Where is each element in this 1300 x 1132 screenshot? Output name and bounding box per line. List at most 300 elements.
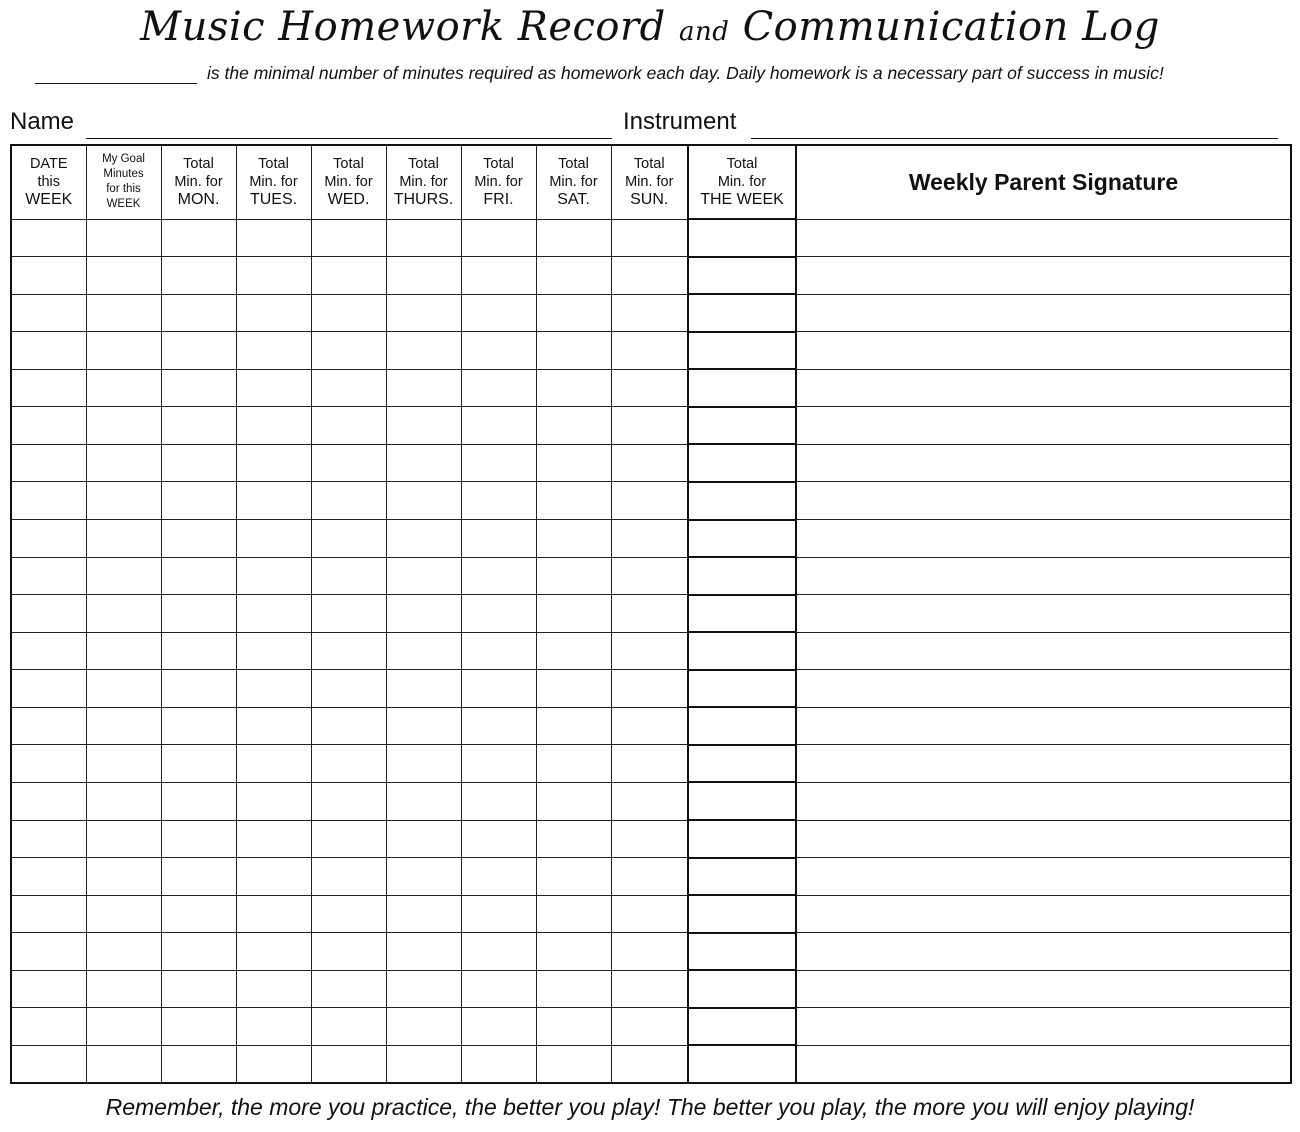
thursday-cell[interactable] (386, 782, 461, 820)
saturday-cell[interactable] (536, 332, 611, 370)
goal-cell[interactable] (86, 595, 161, 633)
table-row (11, 933, 1291, 971)
monday-cell[interactable] (161, 520, 236, 558)
sunday-cell[interactable] (611, 557, 688, 595)
saturday-cell[interactable] (536, 970, 611, 1008)
table-row (11, 895, 1291, 933)
monday-cell[interactable] (161, 294, 236, 332)
minimum-minutes-statement: is the minimal number of minutes required as homework each day. Daily homework is a necessary part of success in music! (207, 63, 1164, 83)
saturday-cell[interactable] (536, 933, 611, 971)
sunday-cell[interactable] (611, 782, 688, 820)
week-total-cell[interactable] (688, 557, 796, 595)
wednesday-cell[interactable] (311, 332, 386, 370)
monday-cell[interactable] (161, 970, 236, 1008)
table-header-row (11, 145, 1291, 219)
thursday-cell[interactable] (386, 745, 461, 783)
header-line: WED. (327, 191, 370, 209)
tuesday-cell[interactable] (236, 257, 311, 295)
friday-cell[interactable] (461, 294, 536, 332)
date-cell[interactable] (11, 557, 86, 595)
thursday-cell[interactable] (386, 595, 461, 633)
parent-signature-cell[interactable] (796, 895, 1291, 933)
tuesday-cell[interactable] (236, 482, 311, 520)
friday-cell[interactable] (461, 782, 536, 820)
tuesday-cell[interactable] (236, 1045, 311, 1083)
friday-cell[interactable] (461, 933, 536, 971)
sunday-cell[interactable] (611, 520, 688, 558)
week-total-cell[interactable] (688, 407, 796, 445)
saturday-cell[interactable] (536, 1008, 611, 1046)
tuesday-cell[interactable] (236, 632, 311, 670)
date-cell[interactable] (11, 632, 86, 670)
tuesday-cell[interactable] (236, 369, 311, 407)
table-row (11, 332, 1291, 370)
sunday-cell[interactable] (611, 933, 688, 971)
parent-signature-cell[interactable] (796, 482, 1291, 520)
header-line: Min. for (399, 174, 448, 191)
wednesday-cell[interactable] (311, 482, 386, 520)
thursday-cell[interactable] (386, 632, 461, 670)
date-cell[interactable] (11, 294, 86, 332)
week-total-cell[interactable] (688, 820, 796, 858)
monday-cell[interactable] (161, 1045, 236, 1083)
saturday-cell[interactable] (536, 294, 611, 332)
parent-signature-cell[interactable] (796, 820, 1291, 858)
tuesday-cell[interactable] (236, 444, 311, 482)
friday-cell[interactable] (461, 219, 536, 257)
monday-cell[interactable] (161, 745, 236, 783)
wednesday-cell[interactable] (311, 858, 386, 896)
page-title (0, 0, 1300, 59)
goal-cell[interactable] (86, 369, 161, 407)
wednesday-cell[interactable] (311, 557, 386, 595)
header-line: Min. for (549, 174, 598, 191)
header-monday (161, 145, 236, 219)
parent-signature-cell[interactable] (796, 1008, 1291, 1046)
week-total-cell[interactable] (688, 858, 796, 896)
wednesday-cell[interactable] (311, 895, 386, 933)
goal-cell[interactable] (86, 820, 161, 858)
sunday-cell[interactable] (611, 632, 688, 670)
thursday-cell[interactable] (386, 482, 461, 520)
monday-cell[interactable] (161, 1008, 236, 1046)
thursday-cell[interactable] (386, 257, 461, 295)
saturday-cell[interactable] (536, 1045, 611, 1083)
wednesday-cell[interactable] (311, 820, 386, 858)
sunday-cell[interactable] (611, 858, 688, 896)
goal-cell[interactable] (86, 858, 161, 896)
friday-cell[interactable] (461, 257, 536, 295)
sunday-cell[interactable] (611, 219, 688, 257)
saturday-cell[interactable] (536, 557, 611, 595)
minimum-minutes-blank[interactable] (35, 65, 197, 84)
wednesday-cell[interactable] (311, 632, 386, 670)
tuesday-cell[interactable] (236, 858, 311, 896)
friday-cell[interactable] (461, 820, 536, 858)
wednesday-cell[interactable] (311, 707, 386, 745)
date-cell[interactable] (11, 595, 86, 633)
date-cell[interactable] (11, 444, 86, 482)
thursday-cell[interactable] (386, 970, 461, 1008)
tuesday-cell[interactable] (236, 595, 311, 633)
monday-cell[interactable] (161, 820, 236, 858)
saturday-cell[interactable] (536, 257, 611, 295)
date-cell[interactable] (11, 520, 86, 558)
week-total-cell[interactable] (688, 707, 796, 745)
wednesday-cell[interactable] (311, 782, 386, 820)
header-line: Min. for (249, 174, 298, 191)
sunday-cell[interactable] (611, 1008, 688, 1046)
student-info-row (10, 108, 1290, 140)
goal-cell[interactable] (86, 895, 161, 933)
header-line: Weekly Parent Signature (908, 169, 1179, 196)
wednesday-cell[interactable] (311, 520, 386, 558)
wednesday-cell[interactable] (311, 219, 386, 257)
friday-cell[interactable] (461, 407, 536, 445)
monday-cell[interactable] (161, 707, 236, 745)
header-line: Min. for (625, 174, 674, 191)
parent-signature-cell[interactable] (796, 219, 1291, 257)
saturday-cell[interactable] (536, 520, 611, 558)
table-row (11, 745, 1291, 783)
table-row (11, 369, 1291, 407)
saturday-cell[interactable] (536, 670, 611, 708)
thursday-cell[interactable] (386, 219, 461, 257)
sunday-cell[interactable] (611, 482, 688, 520)
monday-cell[interactable] (161, 332, 236, 370)
parent-signature-cell[interactable] (796, 670, 1291, 708)
sunday-cell[interactable] (611, 369, 688, 407)
parent-signature-cell[interactable] (796, 444, 1291, 482)
date-cell[interactable] (11, 1008, 86, 1046)
date-cell[interactable] (11, 745, 86, 783)
tuesday-cell[interactable] (236, 1008, 311, 1046)
header-line: WEEK (25, 191, 73, 209)
date-cell[interactable] (11, 707, 86, 745)
date-cell[interactable] (11, 670, 86, 708)
table-row (11, 1008, 1291, 1046)
table-row (11, 858, 1291, 896)
saturday-cell[interactable] (536, 820, 611, 858)
sunday-cell[interactable] (611, 1045, 688, 1083)
week-total-cell[interactable] (688, 1008, 796, 1046)
parent-signature-cell[interactable] (796, 745, 1291, 783)
friday-cell[interactable] (461, 520, 536, 558)
monday-cell[interactable] (161, 933, 236, 971)
tuesday-cell[interactable] (236, 782, 311, 820)
tuesday-cell[interactable] (236, 670, 311, 708)
header-line: SUN. (630, 191, 669, 209)
week-total-cell[interactable] (688, 933, 796, 971)
table-row (11, 970, 1291, 1008)
wednesday-cell[interactable] (311, 257, 386, 295)
parent-signature-cell[interactable] (796, 520, 1291, 558)
thursday-cell[interactable] (386, 294, 461, 332)
footer-reminder: Remember, the more you practice, the better you play! The better you play, the more you will enjoy playing! (105, 1094, 1195, 1120)
parent-signature-cell[interactable] (796, 632, 1291, 670)
date-cell[interactable] (11, 820, 86, 858)
friday-cell[interactable] (461, 332, 536, 370)
saturday-cell[interactable] (536, 444, 611, 482)
friday-cell[interactable] (461, 707, 536, 745)
tuesday-cell[interactable] (236, 219, 311, 257)
monday-cell[interactable] (161, 670, 236, 708)
goal-cell[interactable] (86, 970, 161, 1008)
parent-signature-cell[interactable] (796, 257, 1291, 295)
wednesday-cell[interactable] (311, 1045, 386, 1083)
thursday-cell[interactable] (386, 670, 461, 708)
friday-cell[interactable] (461, 557, 536, 595)
week-total-cell[interactable] (688, 482, 796, 520)
wednesday-cell[interactable] (311, 745, 386, 783)
tuesday-cell[interactable] (236, 332, 311, 370)
saturday-cell[interactable] (536, 707, 611, 745)
friday-cell[interactable] (461, 595, 536, 633)
saturday-cell[interactable] (536, 482, 611, 520)
header-sunday (611, 145, 688, 219)
wednesday-cell[interactable] (311, 369, 386, 407)
table-row (11, 257, 1291, 295)
saturday-cell[interactable] (536, 632, 611, 670)
goal-cell[interactable] (86, 632, 161, 670)
parent-signature-cell[interactable] (796, 1045, 1291, 1083)
monday-cell[interactable] (161, 369, 236, 407)
thursday-cell[interactable] (386, 1008, 461, 1046)
header-line: FRI. (483, 191, 514, 209)
friday-cell[interactable] (461, 1045, 536, 1083)
goal-cell[interactable] (86, 933, 161, 971)
saturday-cell[interactable] (536, 219, 611, 257)
thursday-cell[interactable] (386, 820, 461, 858)
date-cell[interactable] (11, 933, 86, 971)
friday-cell[interactable] (461, 632, 536, 670)
sunday-cell[interactable] (611, 332, 688, 370)
goal-cell[interactable] (86, 782, 161, 820)
parent-signature-cell[interactable] (796, 782, 1291, 820)
header-line: Total (183, 156, 214, 173)
monday-cell[interactable] (161, 407, 236, 445)
thursday-cell[interactable] (386, 858, 461, 896)
sunday-cell[interactable] (611, 670, 688, 708)
thursday-cell[interactable] (386, 407, 461, 445)
monday-cell[interactable] (161, 219, 236, 257)
saturday-cell[interactable] (536, 745, 611, 783)
header-line: DATE (29, 156, 68, 173)
wednesday-cell[interactable] (311, 444, 386, 482)
saturday-cell[interactable] (536, 782, 611, 820)
parent-signature-cell[interactable] (796, 707, 1291, 745)
thursday-cell[interactable] (386, 933, 461, 971)
monday-cell[interactable] (161, 782, 236, 820)
friday-cell[interactable] (461, 970, 536, 1008)
week-total-cell[interactable] (688, 970, 796, 1008)
sunday-cell[interactable] (611, 895, 688, 933)
goal-cell[interactable] (86, 332, 161, 370)
date-cell[interactable] (11, 369, 86, 407)
monday-cell[interactable] (161, 444, 236, 482)
monday-cell[interactable] (161, 557, 236, 595)
saturday-cell[interactable] (536, 895, 611, 933)
monday-cell[interactable] (161, 632, 236, 670)
instrument-field[interactable] (751, 138, 1278, 139)
date-cell[interactable] (11, 482, 86, 520)
saturday-cell[interactable] (536, 407, 611, 445)
goal-cell[interactable] (86, 745, 161, 783)
header-line: this (37, 174, 61, 191)
goal-cell[interactable] (86, 294, 161, 332)
sunday-cell[interactable] (611, 444, 688, 482)
header-line: Total (408, 156, 439, 173)
date-cell[interactable] (11, 407, 86, 445)
wednesday-cell[interactable] (311, 407, 386, 445)
wednesday-cell[interactable] (311, 933, 386, 971)
header-line: THURS. (393, 191, 454, 209)
goal-cell[interactable] (86, 1045, 161, 1083)
parent-signature-cell[interactable] (796, 933, 1291, 971)
wednesday-cell[interactable] (311, 970, 386, 1008)
thursday-cell[interactable] (386, 520, 461, 558)
saturday-cell[interactable] (536, 858, 611, 896)
goal-cell[interactable] (86, 707, 161, 745)
sunday-cell[interactable] (611, 595, 688, 633)
header-line: Total (333, 156, 364, 173)
week-total-cell[interactable] (688, 257, 796, 295)
goal-cell[interactable] (86, 557, 161, 595)
tuesday-cell[interactable] (236, 707, 311, 745)
name-field[interactable] (86, 138, 612, 139)
header-line: Total (483, 156, 514, 173)
goal-cell[interactable] (86, 670, 161, 708)
goal-cell[interactable] (86, 257, 161, 295)
thursday-cell[interactable] (386, 895, 461, 933)
wednesday-cell[interactable] (311, 595, 386, 633)
friday-cell[interactable] (461, 745, 536, 783)
wednesday-cell[interactable] (311, 1008, 386, 1046)
date-cell[interactable] (11, 1045, 86, 1083)
thursday-cell[interactable] (386, 557, 461, 595)
sunday-cell[interactable] (611, 970, 688, 1008)
parent-signature-cell[interactable] (796, 294, 1291, 332)
friday-cell[interactable] (461, 895, 536, 933)
table-row (11, 219, 1291, 257)
goal-cell[interactable] (86, 520, 161, 558)
sunday-cell[interactable] (611, 745, 688, 783)
monday-cell[interactable] (161, 482, 236, 520)
week-total-cell[interactable] (688, 1045, 796, 1083)
homework-log-table (10, 144, 1292, 1084)
week-total-cell[interactable] (688, 782, 796, 820)
header-line: WEEK (106, 198, 141, 211)
table-row (11, 595, 1291, 633)
week-total-cell[interactable] (688, 520, 796, 558)
date-cell[interactable] (11, 858, 86, 896)
date-cell[interactable] (11, 782, 86, 820)
date-cell[interactable] (11, 332, 86, 370)
week-total-cell[interactable] (688, 332, 796, 370)
parent-signature-cell[interactable] (796, 557, 1291, 595)
monday-cell[interactable] (161, 257, 236, 295)
header-line: Total (726, 156, 758, 172)
week-total-cell[interactable] (688, 632, 796, 670)
parent-signature-cell[interactable] (796, 858, 1291, 896)
date-cell[interactable] (11, 895, 86, 933)
goal-cell[interactable] (86, 482, 161, 520)
week-total-cell[interactable] (688, 670, 796, 708)
friday-cell[interactable] (461, 444, 536, 482)
parent-signature-cell[interactable] (796, 407, 1291, 445)
week-total-cell[interactable] (688, 595, 796, 633)
friday-cell[interactable] (461, 1008, 536, 1046)
sunday-cell[interactable] (611, 820, 688, 858)
parent-signature-cell[interactable] (796, 970, 1291, 1008)
week-total-cell[interactable] (688, 294, 796, 332)
sunday-cell[interactable] (611, 407, 688, 445)
tuesday-cell[interactable] (236, 745, 311, 783)
friday-cell[interactable] (461, 858, 536, 896)
week-total-cell[interactable] (688, 219, 796, 257)
tuesday-cell[interactable] (236, 895, 311, 933)
friday-cell[interactable] (461, 369, 536, 407)
monday-cell[interactable] (161, 895, 236, 933)
sunday-cell[interactable] (611, 707, 688, 745)
thursday-cell[interactable] (386, 444, 461, 482)
tuesday-cell[interactable] (236, 557, 311, 595)
table-row (11, 707, 1291, 745)
monday-cell[interactable] (161, 595, 236, 633)
date-cell[interactable] (11, 970, 86, 1008)
thursday-cell[interactable] (386, 332, 461, 370)
thursday-cell[interactable] (386, 707, 461, 745)
header-line: Minutes (103, 168, 144, 181)
saturday-cell[interactable] (536, 595, 611, 633)
goal-cell[interactable] (86, 407, 161, 445)
name-label: Name (10, 108, 75, 135)
thursday-cell[interactable] (386, 369, 461, 407)
parent-signature-cell[interactable] (796, 369, 1291, 407)
date-cell[interactable] (11, 257, 86, 295)
monday-cell[interactable] (161, 858, 236, 896)
wednesday-cell[interactable] (311, 670, 386, 708)
parent-signature-cell[interactable] (796, 595, 1291, 633)
saturday-cell[interactable] (536, 369, 611, 407)
week-total-cell[interactable] (688, 895, 796, 933)
header-saturday (536, 145, 611, 219)
goal-cell[interactable] (86, 1008, 161, 1046)
tuesday-cell[interactable] (236, 820, 311, 858)
parent-signature-cell[interactable] (796, 332, 1291, 370)
header-line: for this (106, 183, 141, 196)
wednesday-cell[interactable] (311, 294, 386, 332)
tuesday-cell[interactable] (236, 294, 311, 332)
sunday-cell[interactable] (611, 257, 688, 295)
friday-cell[interactable] (461, 482, 536, 520)
week-total-cell[interactable] (688, 369, 796, 407)
week-total-cell[interactable] (688, 745, 796, 783)
goal-cell[interactable] (86, 444, 161, 482)
week-total-cell[interactable] (688, 444, 796, 482)
sunday-cell[interactable] (611, 294, 688, 332)
goal-cell[interactable] (86, 219, 161, 257)
tuesday-cell[interactable] (236, 407, 311, 445)
friday-cell[interactable] (461, 670, 536, 708)
tuesday-cell[interactable] (236, 520, 311, 558)
tuesday-cell[interactable] (236, 970, 311, 1008)
header-line: THE WEEK (700, 191, 784, 208)
date-cell[interactable] (11, 219, 86, 257)
thursday-cell[interactable] (386, 1045, 461, 1083)
tuesday-cell[interactable] (236, 933, 311, 971)
header-line: MON. (177, 191, 220, 209)
